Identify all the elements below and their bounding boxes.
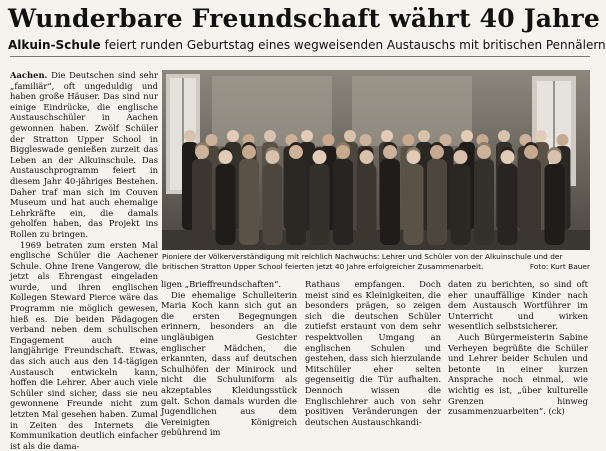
headline: Wunderbare Freundschaft währt 40 Jahre [8,4,594,34]
dateline: Aachen. [10,70,47,80]
person-silhouette [474,159,494,245]
person-face [184,130,196,142]
subheadline-school: Alkuin-Schule [8,38,101,52]
person-face [206,134,218,146]
person-silhouette [192,159,212,245]
person-face [454,150,468,164]
person-face [219,150,233,164]
person-face [344,130,356,142]
person-face [535,130,547,142]
person-face [227,130,239,142]
article-column-3 [305,279,441,427]
person-face [360,150,374,164]
article-column-2 [161,279,297,438]
person-silhouette [357,164,377,245]
person-silhouette [427,159,447,245]
person-face [313,150,327,164]
person-silhouette [216,164,236,245]
person-face [524,145,538,159]
photo-caption [162,252,590,271]
group-photo-image [162,70,590,250]
paragraph: 1969 betraten zum ersten Mal englische Schüler die Aachener Schule. Ohne Irene Vangerow, die jetzt als Ehrengast eingeladen wurde, und ihren englischen Kollegen Steward Pierce wäre das Programm nie möglich gewesen, hieß es. Die beiden Pädagogen verband neben dem schulischen Engagement auch eine langjährige Freundschaft. Etwas, das sich auch aus den 14-tägigen Austausch entwickeln kann, hoffen die Lehrer. Aber auch viele Schüler sind sicher, dass sie neu gewonnene Freunde nicht zum letzten Mal gesehen haben. Zumal in Zeiten des Internets die Kommunikation deutlich einfacher ist als die dama- [10,240,158,451]
person-face [498,130,510,142]
person-face [323,134,335,146]
paragraph: Rathaus empfangen. Doch meist sind es Kleinigkeiten, die besonders prägen, so zeigen sich die deutschen Schüler zutiefst erstaunt von dem sehr respektvollen Umgang an englischen Schulen und gestehen, dass sich hierzulande Mitschüler eher selten gegenseitig die Tür aufhalten. Dennoch wissen die Englischlehrer auch von sehr positiven Veränderungen der deutschen Austauschkandi- [305,279,441,427]
person-silhouette [404,164,424,245]
person-face [418,130,430,142]
person-face [477,145,491,159]
paragraph-text: Die Deutschen sind sehr „familiär“, oft ungeduldig und haben große Häuser. Das sind nur einige Eindrücke, die englische Austauschschüler in Aachen gewonnen haben. Zwölf Schüler der Stratton Upper School in Biggleswade genießen zurzeit das Leben an der Alkuinschule. Das Austauschprogramm feiert in diesem Jahr 40-jähriges Bestehen. Daher traf man sich im Couven Museum und hat auch ehemalige Lehrkräfte ein, die damals geholfen haben, das Projekt ins Rollen zu bringen. [10,70,158,239]
person-silhouette [451,164,471,245]
article-column-1 [10,70,158,451]
paragraph: daten zu berichten, so sind oft eher unauffällige Kinder nach dem Austausch Wortführer im Unterricht und wirken wesentlich selbstsicherer. [448,279,588,332]
paragraph: Die ehemalige Schulleiterin Maria Koch kann sich gut an die ersten Begegnungen erinnern, besonders an die ungläubigen Gesichter englischer Mädchen, die erkannten, dass auf deutschen Schulhöfen der Minirock und nicht die Schuluniform als akzeptables Kleidungsstück galt. Schon damals wurden die Jugendlichen aus dem Vereinigten Königreich gebührend im [161,290,297,438]
person-silhouette [286,159,306,245]
person-face [461,130,473,142]
person-face [360,134,372,146]
person-silhouette [380,159,400,245]
caption-text: Pioniere der Völkerverständigung mit reichlich Nachwuchs: Lehrer und Schüler von der Alkuinschule und der britischen Stratton Upper School feierten jetzt 40 Jahre erfolgreicher Zusammenarbeit. [162,252,562,271]
person-face [501,150,515,164]
person-face [383,145,397,159]
subheadline [8,37,594,53]
person-face [289,145,303,159]
photo-credit: Foto: Kurt Bauer [530,262,590,272]
person-face [381,130,393,142]
paragraph [10,70,158,240]
person-face [548,150,562,164]
person-face [557,134,569,146]
person-face [195,145,209,159]
paragraph: Auch Bürgermeisterin Sabine Verheyen begrüßte die Schüler und Lehrer beider Schulen und betonte in einer kurzen Ansprache noch einmal, wie wichtig es ist, „über kulturelle Grenzen hinweg zusammenzuarbeiten“. (ck) [448,332,588,417]
person-silhouette [263,164,283,245]
person-face [301,130,313,142]
person-silhouette [498,164,518,245]
person-face [264,130,276,142]
person-silhouette [239,159,259,245]
person-face [430,145,444,159]
person-face [336,145,350,159]
group-photo [162,70,590,250]
person-face [403,134,415,146]
person-face [266,150,280,164]
person-silhouette [521,159,541,245]
person-silhouette [333,159,353,245]
person-silhouette [545,164,565,245]
article-column-4 [448,279,588,417]
subheadline-text: feiert runden Geburtstag eines wegweisenden Austauschs mit britischen Pennälern [104,38,605,52]
headline-rule [10,56,590,57]
person-face [407,150,421,164]
person-face [242,145,256,159]
person-silhouette [310,164,330,245]
paragraph: ligen „Brieffreundschaften“. [161,279,297,290]
